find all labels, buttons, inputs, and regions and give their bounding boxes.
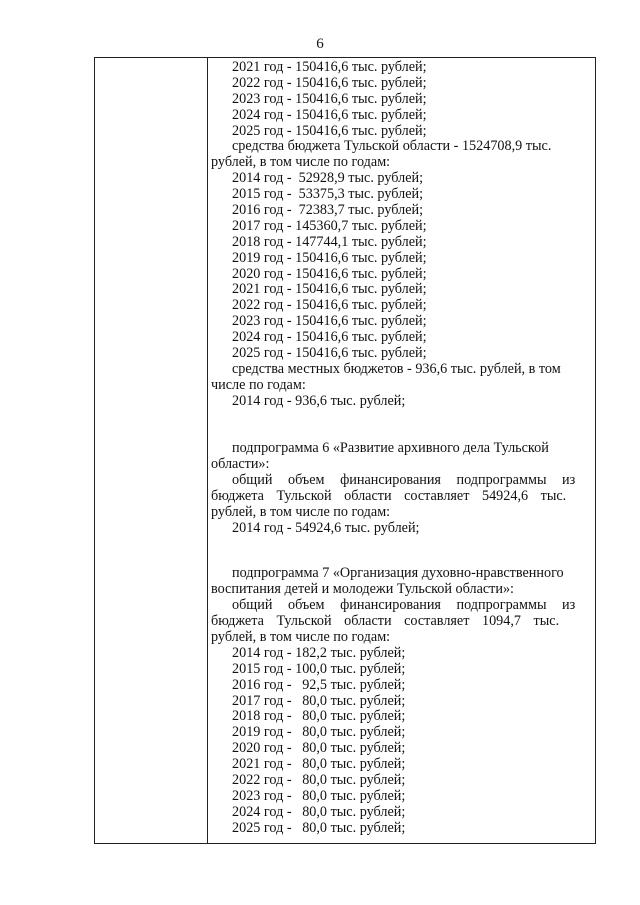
year-line: 2015 год - 100,0 тыс. рублей;: [232, 660, 406, 677]
year-line: 2022 год - 150416,6 тыс. рублей;: [232, 74, 427, 91]
subprogram-7-total: общий объем финансирования подпрограммы из: [232, 597, 576, 614]
subprogram-6-block: [211, 440, 585, 536]
year-line: 2018 год - 80,0 тыс. рублей;: [232, 708, 406, 725]
year-line: 2016 год - 92,5 тыс. рублей;: [232, 676, 406, 693]
year-line: 2023 год - 80,0 тыс. рублей;: [232, 787, 406, 804]
funding-text: [211, 59, 585, 837]
year-line: 2022 год - 150416,6 тыс. рублей;: [232, 297, 427, 314]
year-line: 2014 год - 54924,6 тыс. рублей;: [232, 519, 420, 536]
year-line: 2015 год - 53375,3 тыс. рублей;: [232, 186, 424, 203]
federal-tail-list: [232, 60, 585, 139]
year-line: 2014 год - 936,6 тыс. рублей;: [232, 392, 406, 409]
year-line: 2021 год - 150416,6 тыс. рублей;: [232, 281, 427, 298]
subprogram-6-title: подпрограмма 6 «Развитие архивного дела Тульской: [232, 440, 549, 457]
year-line: 2020 год - 80,0 тыс. рублей;: [232, 740, 406, 757]
subprogram-6-title-cont: области»:: [211, 455, 270, 472]
passport-table: [94, 57, 596, 844]
year-line: 2024 год - 150416,6 тыс. рублей;: [232, 329, 427, 346]
year-line: 2016 год - 72383,7 тыс. рублей;: [232, 202, 424, 219]
year-line: 2023 год - 150416,6 тыс. рублей;: [232, 90, 427, 107]
subprogram-6-total-cont: бюджета Тульской области составляет 54924,6 тыс.: [211, 487, 567, 504]
year-line: 2025 год - 150416,6 тыс. рублей;: [232, 345, 427, 362]
subprogram-7-total-cont: бюджета Тульской области составляет 1094,7 тыс.: [211, 613, 560, 630]
local-intro-cont: числе по годам:: [211, 376, 306, 393]
regional-intro: средства бюджета Тульской области - 1524708,9 тыс.: [232, 138, 552, 155]
year-line: 2019 год - 80,0 тыс. рублей;: [232, 724, 406, 741]
column-divider: [207, 58, 208, 843]
regional-intro-cont: рублей, в том числе по годам:: [211, 154, 391, 171]
subprogram-7-total-cont2: рублей, в том числе по годам:: [211, 629, 391, 645]
year-line: 2018 год - 147744,1 тыс. рублей;: [232, 233, 427, 250]
page-number: 6: [316, 36, 324, 52]
local-budget-block: [211, 360, 585, 410]
year-line: 2021 год - 150416,6 тыс. рублей;: [232, 59, 427, 75]
year-line: 2024 год - 80,0 тыс. рублей;: [232, 803, 406, 820]
year-line: 2025 год - 150416,6 тыс. рублей;: [232, 122, 427, 139]
year-line: 2017 год - 80,0 тыс. рублей;: [232, 692, 406, 709]
year-line: 2023 год - 150416,6 тыс. рублей;: [232, 313, 427, 330]
subprogram-7-title: подпрограмма 7 «Организация духовно-нравственного: [232, 565, 564, 582]
year-line: 2024 год - 150416,6 тыс. рублей;: [232, 106, 427, 123]
subprogram-6-total: общий объем финансирования подпрограммы из: [232, 471, 576, 488]
year-line: 2014 год - 52928,9 тыс. рублей;: [232, 170, 424, 187]
subprogram-7-block: [211, 565, 585, 836]
year-line: 2021 год - 80,0 тыс. рублей;: [232, 756, 406, 773]
year-line: 2020 год - 150416,6 тыс. рублей;: [232, 265, 427, 282]
year-line: 2019 год - 150416,6 тыс. рублей;: [232, 249, 427, 266]
regional-budget-block: [211, 138, 585, 362]
year-line: 2017 год - 145360,7 тыс. рублей;: [232, 217, 427, 234]
year-line: 2022 год - 80,0 тыс. рублей;: [232, 772, 406, 789]
local-intro: средства местных бюджетов - 936,6 тыс. рублей, в том: [232, 360, 561, 377]
subprogram-6-total-cont2: рублей, в том числе по годам:: [211, 503, 391, 520]
year-line: 2014 год - 182,2 тыс. рублей;: [232, 644, 406, 661]
year-line: 2025 год - 80,0 тыс. рублей;: [232, 819, 406, 836]
subprogram-7-title-cont: воспитания детей и молодежи Тульской области»:: [211, 581, 514, 598]
